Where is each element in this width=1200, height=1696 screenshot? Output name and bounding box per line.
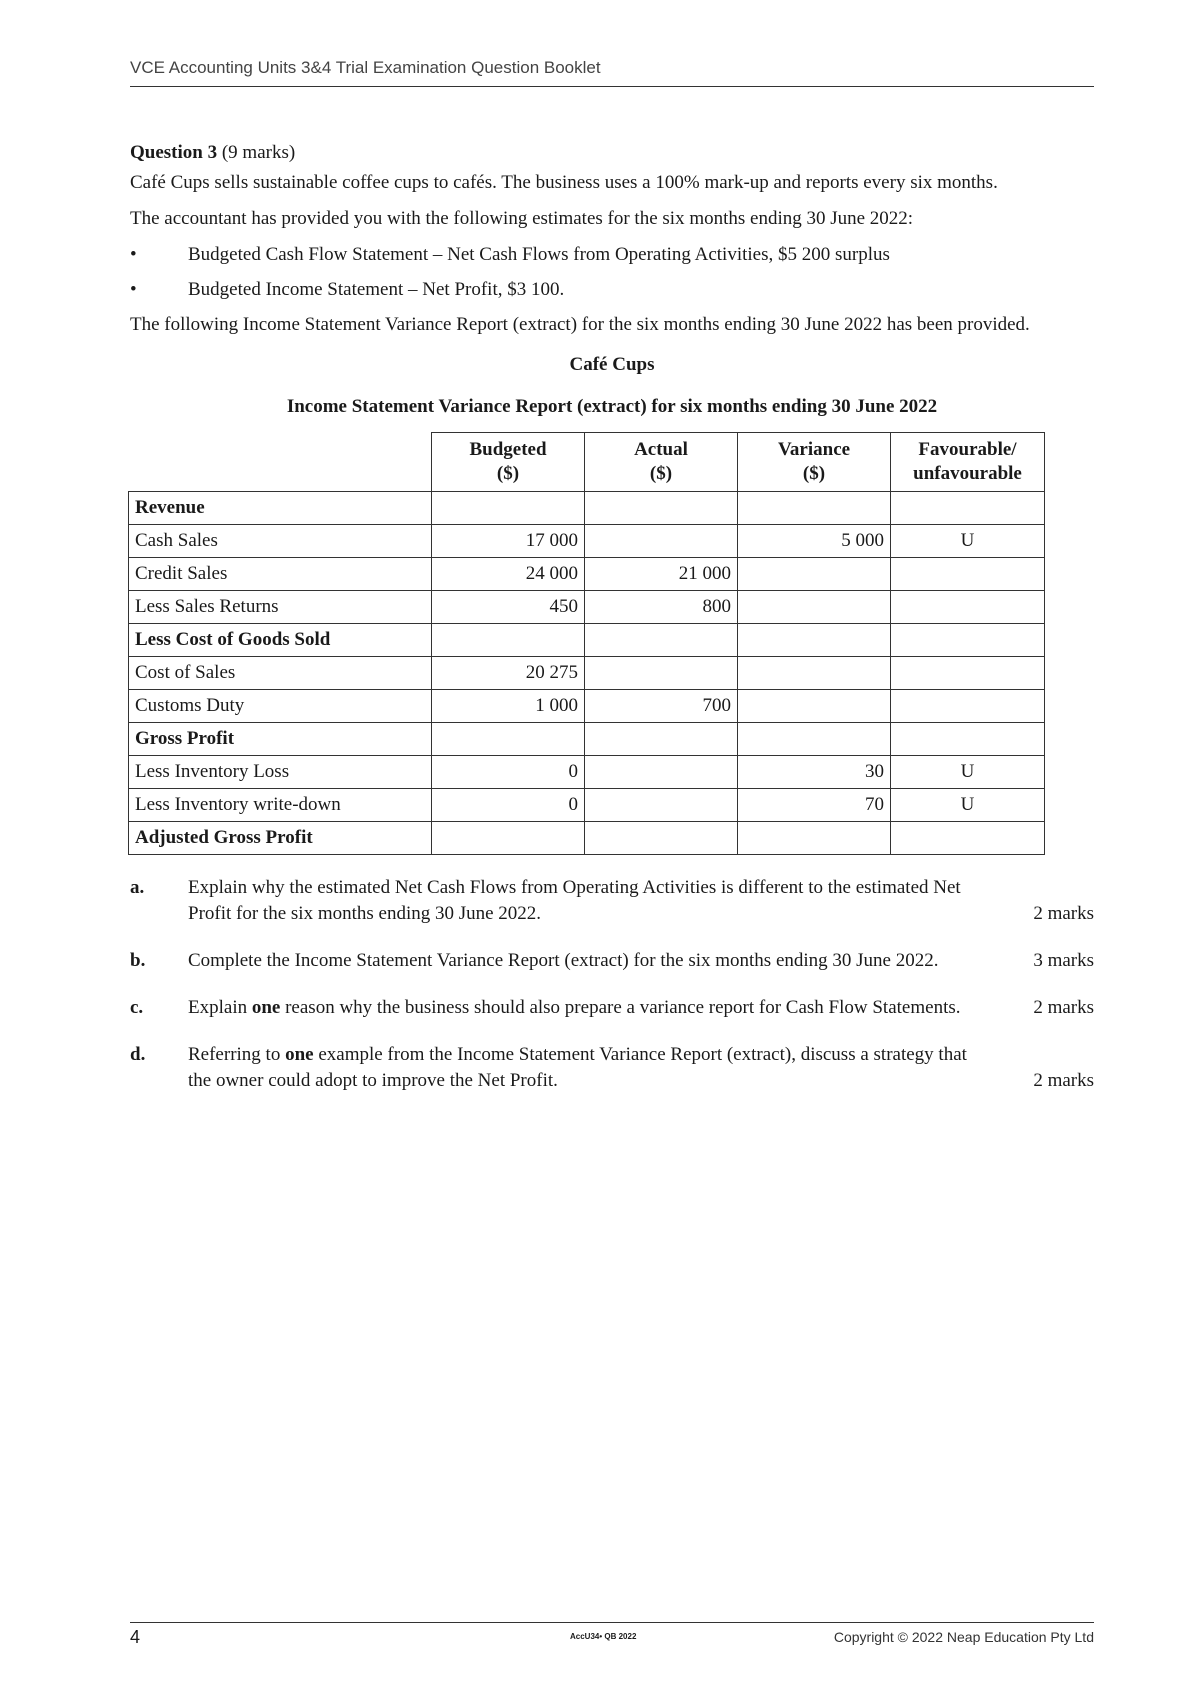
table-row	[129, 723, 1045, 756]
question-marks: (9 marks)	[221, 142, 296, 163]
cell-actual	[585, 822, 738, 855]
table-row	[129, 789, 1045, 822]
header-favourable: Favourable/ unfavourable	[891, 433, 1045, 492]
cell-actual	[585, 525, 738, 558]
cell-variance	[738, 657, 891, 690]
table-row	[129, 558, 1045, 591]
cell-actual	[585, 657, 738, 690]
part-marks: 2 marks	[1033, 997, 1094, 1018]
cell-variance: 30	[738, 756, 891, 789]
header-blank	[129, 433, 432, 492]
cell-variance	[738, 591, 891, 624]
part-marks: 3 marks	[1033, 950, 1094, 971]
cell-variance	[738, 690, 891, 723]
page-number: 4	[130, 1627, 141, 1647]
report-title: Income Statement Variance Report (extract) for six months ending 30 June 2022	[286, 396, 938, 417]
question-content	[130, 140, 1094, 1115]
report-intro: The following Income Statement Variance Report (extract) for the six months ending 30 June 2022 has been provided.	[130, 314, 1030, 335]
row-label: Less Inventory Loss	[129, 756, 432, 789]
row-label: Revenue	[129, 492, 432, 525]
table-row	[129, 492, 1045, 525]
question-intro: Café Cups sells sustainable coffee cups to cafés. The business uses a 100% mark-up and reports every six months.	[130, 172, 998, 193]
cell-budgeted: 450	[432, 591, 585, 624]
question-parts	[130, 875, 1094, 1094]
cell-budgeted	[432, 822, 585, 855]
part-text: Referring to one example from the Income Statement Variance Report (extract), discuss a strategy that the owner could adopt to improve the Net Profit.	[188, 1044, 967, 1091]
row-label: Adjusted Gross Profit	[129, 822, 432, 855]
business-name: Café Cups	[569, 354, 655, 375]
page-footer	[130, 1622, 1094, 1647]
cell-variance	[738, 822, 891, 855]
cell-favourable: U	[891, 789, 1045, 822]
cell-actual: 800	[585, 591, 738, 624]
part-text: Explain one reason why the business should also prepare a variance report for Cash Flow Statements.	[188, 997, 961, 1018]
estimates-list	[130, 242, 1094, 303]
bullet-icon: •	[130, 244, 137, 265]
row-label: Less Sales Returns	[129, 591, 432, 624]
cell-favourable	[891, 591, 1045, 624]
row-label: Less Inventory write-down	[129, 789, 432, 822]
list-item: • Budgeted Cash Flow Statement – Net Cash Flows from Operating Activities, $5 200 surplus	[130, 242, 1094, 268]
table-header-row	[129, 433, 1045, 492]
part-text: Complete the Income Statement Variance Report (extract) for the six months ending 30 June 2022.	[188, 950, 939, 971]
question-number: Question 3	[130, 142, 218, 163]
cell-actual: 700	[585, 690, 738, 723]
part-label: b.	[130, 950, 146, 971]
table-row	[129, 690, 1045, 723]
table-row	[129, 591, 1045, 624]
table-row	[129, 624, 1045, 657]
row-label: Less Cost of Goods Sold	[129, 624, 432, 657]
page-header	[130, 58, 1094, 87]
header-budgeted: Budgeted ($)	[432, 433, 585, 492]
cell-favourable: U	[891, 525, 1045, 558]
header-variance: Variance ($)	[738, 433, 891, 492]
question-part	[130, 875, 1094, 927]
cell-favourable	[891, 822, 1045, 855]
header-actual: Actual ($)	[585, 433, 738, 492]
row-label: Cost of Sales	[129, 657, 432, 690]
cell-favourable	[891, 558, 1045, 591]
cell-budgeted: 17 000	[432, 525, 585, 558]
header-title: VCE Accounting Units 3&4 Trial Examination Question Booklet	[130, 58, 601, 77]
cell-favourable	[891, 624, 1045, 657]
cell-budgeted: 24 000	[432, 558, 585, 591]
list-item: • Budgeted Income Statement – Net Profit, $3 100.	[130, 277, 1094, 303]
row-label: Cash Sales	[129, 525, 432, 558]
cell-favourable	[891, 690, 1045, 723]
table-row	[129, 525, 1045, 558]
cell-actual: 21 000	[585, 558, 738, 591]
cell-favourable	[891, 657, 1045, 690]
row-label: Credit Sales	[129, 558, 432, 591]
cell-budgeted	[432, 624, 585, 657]
cell-budgeted: 20 275	[432, 657, 585, 690]
cell-variance	[738, 723, 891, 756]
cell-favourable	[891, 723, 1045, 756]
question-part	[130, 1042, 1094, 1094]
copyright: Copyright © 2022 Neap Education Pty Ltd	[833, 1629, 1094, 1645]
cell-variance	[738, 624, 891, 657]
question-part	[130, 995, 1094, 1021]
table-row	[129, 756, 1045, 789]
cell-variance	[738, 558, 891, 591]
cell-actual	[585, 756, 738, 789]
cell-variance: 70	[738, 789, 891, 822]
cell-variance: 5 000	[738, 525, 891, 558]
cell-budgeted	[432, 723, 585, 756]
cell-budgeted: 1 000	[432, 690, 585, 723]
part-text: Explain why the estimated Net Cash Flows from Operating Activities is different to the estimated Net Profit for the six months ending 30 June 2022.	[188, 877, 961, 924]
table-row	[129, 822, 1045, 855]
cell-actual	[585, 492, 738, 525]
question-title	[130, 140, 1094, 166]
question-part	[130, 948, 1094, 974]
table-body	[129, 492, 1045, 855]
cell-budgeted: 0	[432, 756, 585, 789]
part-label: d.	[130, 1044, 146, 1065]
cell-actual	[585, 789, 738, 822]
part-label: a.	[130, 877, 145, 898]
estimates-intro: The accountant has provided you with the following estimates for the six months ending 30 June 2022:	[130, 208, 914, 229]
booklet-code: AccU34• QB 2022	[570, 1632, 637, 1641]
cell-favourable: U	[891, 756, 1045, 789]
part-label: c.	[130, 997, 144, 1018]
part-marks: 2 marks	[1033, 1070, 1094, 1091]
bullet-icon: •	[130, 279, 137, 300]
variance-report-table	[128, 432, 1045, 855]
table-row	[129, 657, 1045, 690]
cell-budgeted	[432, 492, 585, 525]
part-marks: 2 marks	[1033, 903, 1094, 924]
cell-actual	[585, 624, 738, 657]
row-label: Gross Profit	[129, 723, 432, 756]
cell-actual	[585, 723, 738, 756]
cell-variance	[738, 492, 891, 525]
cell-favourable	[891, 492, 1045, 525]
cell-budgeted: 0	[432, 789, 585, 822]
row-label: Customs Duty	[129, 690, 432, 723]
